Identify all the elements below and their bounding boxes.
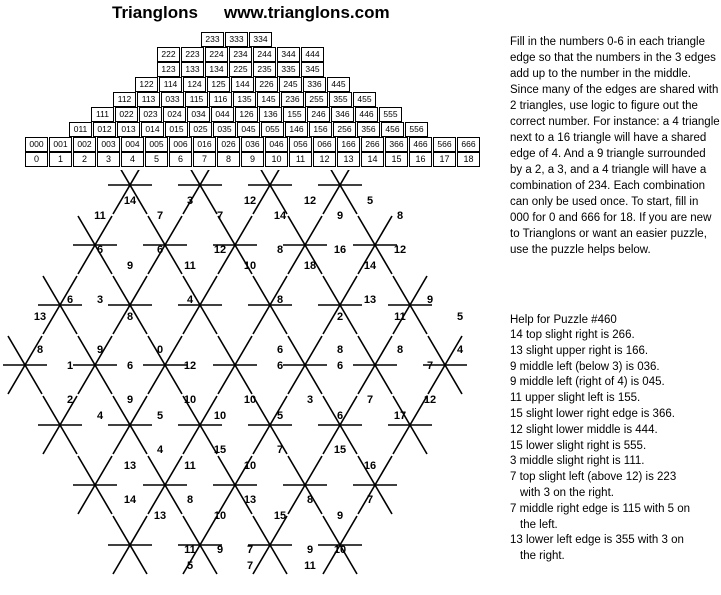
combination-cell: 444 xyxy=(301,47,324,62)
triangle-number: 9 xyxy=(126,260,134,272)
combination-cell: 236 xyxy=(281,92,304,107)
triangle-number: 5 xyxy=(276,410,284,422)
combination-cell: 245 xyxy=(279,77,302,92)
triangle-number: 8 xyxy=(126,311,134,323)
help-item: 9 middle left (right of 4) is 045. xyxy=(510,376,665,389)
help-item: 13 lower left edge is 355 with 3 on xyxy=(510,534,684,547)
triangle-number: 12 xyxy=(213,244,227,256)
help-item: 7 top slight left (above 12) is 223 xyxy=(510,471,677,484)
triangle-number: 15 xyxy=(213,444,227,456)
triangle-edge xyxy=(253,170,287,214)
combination-cell: 116 xyxy=(209,92,232,107)
triangle-number: 4 xyxy=(156,444,164,456)
combination-cell: 122 xyxy=(135,77,158,92)
combination-cell: 346 xyxy=(331,107,354,122)
combination-cell: 336 xyxy=(303,77,326,92)
help-item: the left. xyxy=(520,518,558,531)
combination-cell: 145 xyxy=(257,92,280,107)
combination-cell: 034 xyxy=(187,107,210,122)
combination-cell: 466 xyxy=(409,137,432,152)
triangle-number: 7 xyxy=(246,560,254,572)
combination-cell: 333 xyxy=(225,32,248,47)
combination-cell: 046 xyxy=(265,137,288,152)
combination-cell: 226 xyxy=(255,77,278,92)
sum-cell: 2 xyxy=(73,152,96,167)
combination-cell: 133 xyxy=(181,62,204,77)
triangle-number: 10 xyxy=(243,394,257,406)
sum-cell: 18 xyxy=(457,152,480,167)
triangle-number: 5 xyxy=(366,195,374,207)
combination-cell: 026 xyxy=(217,137,240,152)
help-item: with 3 on the right. xyxy=(520,486,614,499)
sum-cell: 9 xyxy=(241,152,264,167)
combination-cell: 022 xyxy=(115,107,138,122)
sum-cell: 14 xyxy=(361,152,384,167)
triangle-number: 3 xyxy=(186,195,194,207)
combination-cell: 244 xyxy=(253,47,276,62)
help-item: 14 top slight right is 266. xyxy=(510,329,635,341)
combination-cell: 024 xyxy=(163,107,186,122)
sum-cell: 15 xyxy=(385,152,408,167)
help-item: 11 upper slight left is 155. xyxy=(510,392,641,405)
triangle-number: 9 xyxy=(336,510,344,522)
triangle-number: 9 xyxy=(96,344,104,356)
triangle-number: 8 xyxy=(396,344,404,356)
combination-cell: 233 xyxy=(201,32,224,47)
triangle-number: 14 xyxy=(123,494,137,506)
combination-cell: 136 xyxy=(259,107,282,122)
combination-cell: 345 xyxy=(301,62,324,77)
triangle-number: 11 xyxy=(304,560,316,572)
combination-cell: 025 xyxy=(189,122,212,137)
combination-cell: 456 xyxy=(381,122,404,137)
triangle-number: 1 xyxy=(66,360,74,372)
triangle-number: 8 xyxy=(276,294,284,306)
combination-cell: 056 xyxy=(289,137,312,152)
instructions-text: Fill in the numbers 0-6 in each triangle edge so that the numbers in the 3 edges add up to the number in the middle. Since many of the edges are shared with 2 triangles, use logic to figure out the correct number. For instance: a 4 triangle next to a 16 triangle will have a shared edge of 4. And a 9 triangle surrounded by a 2, a 3, and a 4 triangle will have a combination of 234. Each combination can only be used once. To start, fill in 000 for 0 and 666 for 18. If you are new to Trianglons or want an easier puzzle, use the puzzle helps below. xyxy=(510,36,720,256)
combination-cell: 112 xyxy=(113,92,136,107)
triangle-number: 13 xyxy=(243,494,257,506)
help-item: the right. xyxy=(520,550,565,563)
triangle-number: 6 xyxy=(156,244,164,256)
combination-cell: 113 xyxy=(137,92,160,107)
combination-cell: 015 xyxy=(165,122,188,137)
triangle-edge xyxy=(323,170,357,214)
sum-cell: 16 xyxy=(409,152,432,167)
triangle-number: 15 xyxy=(333,444,347,456)
combination-cell: 256 xyxy=(333,122,356,137)
combination-cell: 266 xyxy=(361,137,384,152)
triangle-number: 16 xyxy=(363,460,377,472)
combination-cell: 146 xyxy=(285,122,308,137)
triangle-number: 10 xyxy=(243,460,257,472)
combination-cell: 223 xyxy=(181,47,204,62)
triangle-number: 9 xyxy=(336,210,344,222)
triangle-number: 9 xyxy=(216,544,224,556)
triangle-number: 6 xyxy=(276,360,284,372)
triangle-number: 17 xyxy=(393,410,407,422)
combination-cell: 566 xyxy=(433,137,456,152)
sum-cell: 7 xyxy=(193,152,216,167)
combination-row xyxy=(91,107,403,121)
triangle-number: 7 xyxy=(156,210,164,222)
combination-cell: 003 xyxy=(97,137,120,152)
combination-cell: 124 xyxy=(183,77,206,92)
sum-cell: 4 xyxy=(121,152,144,167)
combination-cell: 114 xyxy=(159,77,182,92)
combination-cell: 234 xyxy=(229,47,252,62)
site-url: www.trianglons.com xyxy=(223,3,390,22)
triangle-number: 8 xyxy=(336,344,344,356)
help-title: Help for Puzzle #460 xyxy=(510,314,617,326)
combination-cell: 144 xyxy=(231,77,254,92)
triangle-edge xyxy=(323,170,357,214)
combination-cell: 556 xyxy=(405,122,428,137)
combination-cell: 012 xyxy=(93,122,116,137)
triangle-number: 9 xyxy=(126,394,134,406)
triangle-number: 14 xyxy=(273,210,287,222)
sum-cell: 11 xyxy=(289,152,312,167)
combination-cell: 115 xyxy=(185,92,208,107)
sum-cell: 8 xyxy=(217,152,240,167)
combination-cell: 035 xyxy=(213,122,236,137)
sum-cell: 6 xyxy=(169,152,192,167)
triangle-number: 4 xyxy=(456,344,464,356)
help-item: 15 slight lower right edge is 366. xyxy=(510,407,675,420)
triangle-number: 6 xyxy=(336,360,344,372)
combination-cell: 156 xyxy=(309,122,332,137)
help-item: 13 slight upper right is 166. xyxy=(510,344,649,357)
sum-cell: 10 xyxy=(265,152,288,167)
triangle-number: 11 xyxy=(394,311,406,323)
triangle-number: 13 xyxy=(33,311,47,323)
triangle-number: 5 xyxy=(456,311,464,323)
triangle-number: 18 xyxy=(303,260,317,272)
combination-cell: 235 xyxy=(253,62,276,77)
triangle-number: 10 xyxy=(183,394,197,406)
triangle-number: 6 xyxy=(96,244,104,256)
triangle-edge xyxy=(183,170,217,214)
combination-cell: 013 xyxy=(117,122,140,137)
combination-cell: 066 xyxy=(313,137,336,152)
combination-cell: 004 xyxy=(121,137,144,152)
sum-cell: 1 xyxy=(49,152,72,167)
combination-row xyxy=(201,32,273,46)
combination-cell: 005 xyxy=(145,137,168,152)
combination-cell: 016 xyxy=(193,137,216,152)
triangle-number: 8 xyxy=(396,210,404,222)
combination-cell: 455 xyxy=(353,92,376,107)
triangle-number: 3 xyxy=(96,294,104,306)
combination-cell: 036 xyxy=(241,137,264,152)
triangle-number: 15 xyxy=(273,510,287,522)
triangle-number: 5 xyxy=(156,410,164,422)
triangle-number: 10 xyxy=(213,410,227,422)
puzzle-board xyxy=(0,170,505,595)
triangle-number: 7 xyxy=(426,360,434,372)
combination-cell: 045 xyxy=(237,122,260,137)
triangle-number: 8 xyxy=(276,244,284,256)
triangle-number: 7 xyxy=(246,544,254,556)
combination-row xyxy=(25,137,481,151)
combination-cell: 555 xyxy=(379,107,402,122)
help-item: 15 lower slight right is 555. xyxy=(510,439,647,452)
combination-cell: 334 xyxy=(249,32,272,47)
combination-row xyxy=(135,77,351,91)
combination-cell: 125 xyxy=(207,77,230,92)
sum-row xyxy=(25,152,481,166)
help-item: 7 middle right edge is 115 with 5 on xyxy=(510,502,691,515)
triangle-number: 13 xyxy=(363,294,377,306)
sum-cell: 12 xyxy=(313,152,336,167)
triangle-number: 9 xyxy=(426,294,434,306)
combination-cell: 166 xyxy=(337,137,360,152)
combination-cell: 055 xyxy=(261,122,284,137)
combination-cell: 255 xyxy=(305,92,328,107)
triangle-number: 7 xyxy=(366,494,374,506)
help-item: 12 slight lower middle is 444. xyxy=(510,423,658,436)
triangle-edge xyxy=(113,170,147,214)
triangle-number: 0 xyxy=(156,344,164,356)
combination-cell: 335 xyxy=(277,62,300,77)
combination-row xyxy=(69,122,429,136)
combination-cell: 344 xyxy=(277,47,300,62)
triangle-number: 7 xyxy=(216,210,224,222)
triangle-number: 9 xyxy=(306,544,314,556)
sum-cell: 13 xyxy=(337,152,360,167)
combination-cell: 033 xyxy=(161,92,184,107)
triangle-number: 12 xyxy=(303,195,317,207)
triangle-edge xyxy=(113,170,147,214)
combination-cell: 135 xyxy=(233,92,256,107)
combination-cell: 366 xyxy=(385,137,408,152)
help-list xyxy=(510,328,720,565)
triangle-number: 13 xyxy=(123,460,137,472)
combination-cell: 001 xyxy=(49,137,72,152)
triangle-number: 8 xyxy=(186,494,194,506)
sum-cell: 0 xyxy=(25,152,48,167)
triangle-number: 10 xyxy=(333,544,347,556)
combination-cell: 134 xyxy=(205,62,228,77)
combination-cell: 155 xyxy=(283,107,306,122)
triangle-number: 7 xyxy=(366,394,374,406)
title-name: Trianglons xyxy=(112,3,198,22)
combination-cell: 355 xyxy=(329,92,352,107)
combination-cell: 011 xyxy=(69,122,92,137)
sum-cell: 17 xyxy=(433,152,456,167)
triangle-number: 12 xyxy=(243,195,257,207)
triangle-number: 11 xyxy=(94,210,106,222)
combination-cell: 666 xyxy=(457,137,480,152)
triangle-number: 16 xyxy=(333,244,347,256)
combination-cell: 224 xyxy=(205,47,228,62)
combination-cell: 356 xyxy=(357,122,380,137)
combination-cell: 006 xyxy=(169,137,192,152)
triangle-edge xyxy=(253,170,287,214)
combination-cell: 044 xyxy=(211,107,234,122)
triangle-number: 11 xyxy=(184,260,196,272)
combination-cell: 222 xyxy=(157,47,180,62)
combination-cell: 126 xyxy=(235,107,258,122)
combination-cell: 000 xyxy=(25,137,48,152)
triangle-number: 4 xyxy=(96,410,104,422)
combination-cell: 225 xyxy=(229,62,252,77)
combination-row xyxy=(113,92,377,106)
sum-cell: 5 xyxy=(145,152,168,167)
triangle-number: 2 xyxy=(336,311,344,323)
combination-cell: 002 xyxy=(73,137,96,152)
triangle-number: 6 xyxy=(66,294,74,306)
help-item: 9 middle left (below 3) is 036. xyxy=(510,360,660,373)
triangle-number: 14 xyxy=(363,260,377,272)
triangle-number: 14 xyxy=(123,195,137,207)
triangle-number: 8 xyxy=(306,494,314,506)
combination-cell: 014 xyxy=(141,122,164,137)
combination-cell: 446 xyxy=(355,107,378,122)
combination-cell: 445 xyxy=(327,77,350,92)
triangle-number: 12 xyxy=(183,360,197,372)
triangle-number: 11 xyxy=(184,460,196,472)
triangle-number: 3 xyxy=(306,394,314,406)
triangle-number: 6 xyxy=(276,344,284,356)
triangle-number: 10 xyxy=(213,510,227,522)
combination-cell: 246 xyxy=(307,107,330,122)
triangle-edge xyxy=(183,170,217,214)
page-title xyxy=(112,3,390,23)
triangle-number: 6 xyxy=(336,410,344,422)
sum-cell: 3 xyxy=(97,152,120,167)
triangle-number: 12 xyxy=(393,244,407,256)
help-item: 3 middle slight right is 111. xyxy=(510,455,645,468)
combination-row xyxy=(157,62,325,76)
triangle-number: 6 xyxy=(126,360,134,372)
combination-row xyxy=(157,47,325,61)
combination-cell: 023 xyxy=(139,107,162,122)
combination-cell: 111 xyxy=(91,107,114,122)
triangle-number: 13 xyxy=(153,510,167,522)
triangle-number: 5 xyxy=(186,560,194,572)
triangle-number: 8 xyxy=(36,344,44,356)
triangle-number: 7 xyxy=(276,444,284,456)
triangle-number: 12 xyxy=(423,394,437,406)
triangle-number: 10 xyxy=(243,260,257,272)
combination-cell: 123 xyxy=(157,62,180,77)
triangle-number: 2 xyxy=(66,394,74,406)
triangle-number: 11 xyxy=(184,544,196,556)
triangle-number: 4 xyxy=(186,294,194,306)
